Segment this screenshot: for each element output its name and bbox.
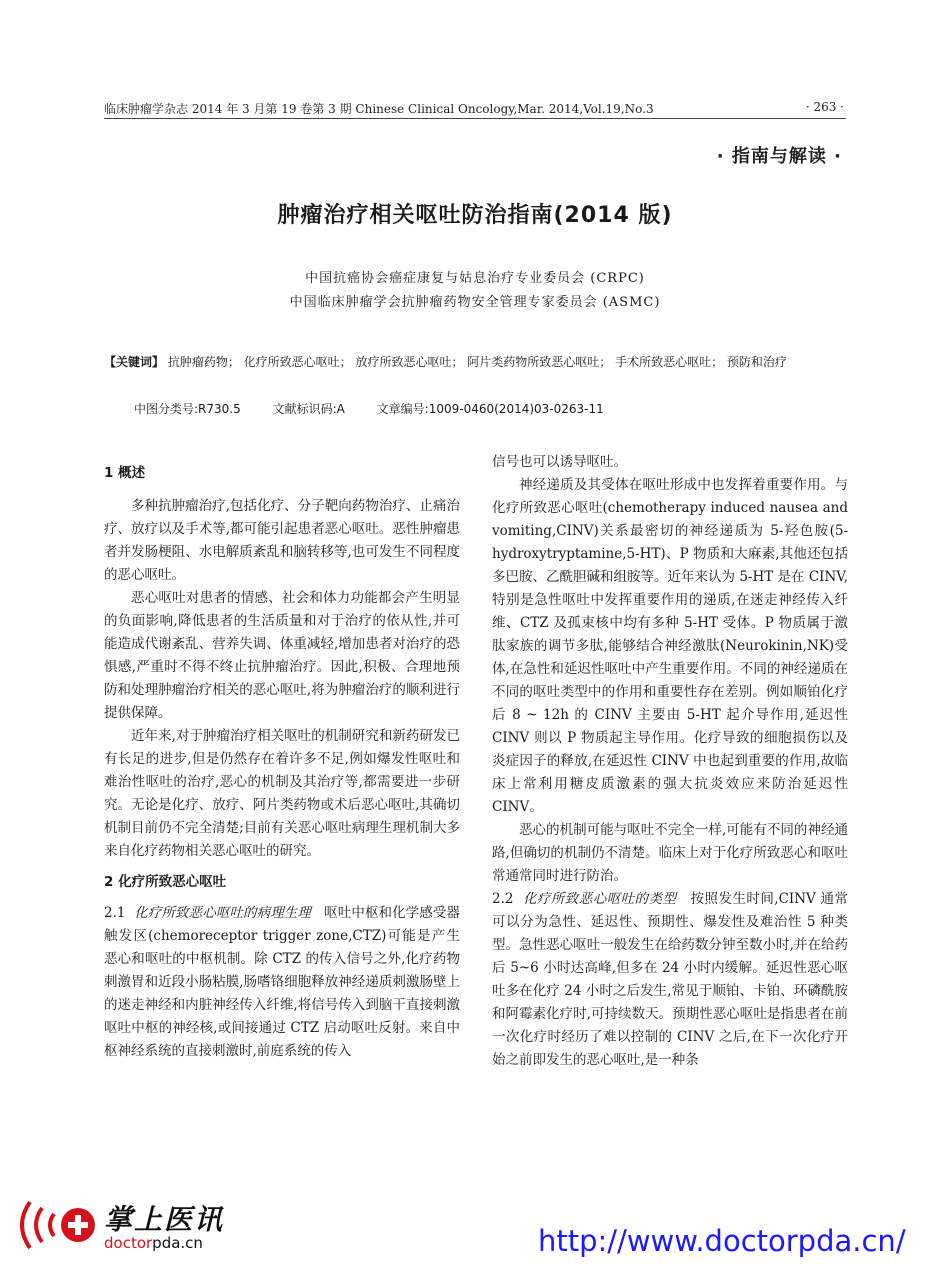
keywords-text: 抗肿瘤药物； 化疗所致恶心呕吐； 放疗所致恶心呕吐； 阿片类药物所致恶心呕吐； 手术所致恶心呕吐； 预防和治疗 bbox=[167, 355, 787, 369]
paragraph: 近年来,对于肿瘤治疗相关呕吐的机制研究和新药研发已有长足的进步,但是仍然存在着许多不足,例如爆发性呕吐和难治性呕吐的治疗,恶心的机制及其治疗等,都需要进一步研究。无论是化疗、放疗、阿片类药物或术后恶心呕吐,其确切机制目前仍不完全清楚;目前有关恶心呕吐病理生理机制大多来自化疗药物相关恶心呕吐的研究。 bbox=[104, 728, 460, 859]
paragraph: 神经递质及其受体在呕吐形成中也发挥着重要作用。与化疗所致恶心呕吐(chemotherapy induced nausea and vomiting,CINV)关系最密切的神经递质为 5-羟色胺(5-hydroxytryptamine,5-HT)、P 物质和大麻素,其他还包括多巴胺、乙酰胆碱和组胺等。近年来认为 5-HT 是在 CINV,特别是急性呕吐中发挥重要作用的递质,在迷走神经传入纤维、CTZ 及孤束核中均有多种 5-HT 受体。P 物质属于激肽家族的调节多肽,能够结合神经激肽(Neurokinin,NK)受体,在急性和延迟性呕吐中产生重要作用。不同的神经递质在不同的呕吐类型中的作用和重要性存在差别。例如顺铂化疗后 8 ~ 12h 的 CINV 主要由 5-HT 起介导作用,延迟性 CINV 则以 P 物质起主导作用。化疗导致的细胞损伤以及炎症因子的释放,在延迟性 CINV 中也起到重要的作用,故临床上常利用糖皮质激素的强大抗炎效应来防治延迟性 CINV。 bbox=[492, 477, 848, 815]
keywords bbox=[104, 352, 846, 373]
author-line-1: 中国抗癌协会癌症康复与姑息治疗专业委员会 (CRPC) bbox=[305, 271, 645, 286]
paragraph-2-2 bbox=[492, 888, 848, 1072]
paragraph: 恶心的机制可能与呕吐不完全一样,可能有不同的神经通路,但确切的机制仍不清楚。临床上对于化疗所致恶心和呕吐常通常同时进行防治。 bbox=[492, 822, 848, 884]
article-number: 文章编号:1009-0460(2014)03-0263-11 bbox=[376, 402, 604, 416]
paragraph: 信号也可以诱导呕吐。 bbox=[492, 454, 627, 470]
journal-citation: 临床肿瘤学杂志 2014 年 3 月第 19 卷第 3 期 Chinese Clinical Oncology,Mar. 2014,Vol.19,No.3 bbox=[104, 102, 654, 116]
heading-overview: 1 概述 bbox=[104, 465, 146, 481]
paragraph-text: 按照发生时间,CINV 通常可以分为急性、延迟性、预期性、爆发性及难治性 5 种类型。急性恶心呕吐一般发生在给药数分钟至数小时,并在给药后 5~6 小时达高峰,但多在 24 小时内缓解。延迟性恶心呕吐多在化疗 24 小时之后发生,常见于顺铂、卡铂、环磷酰胺和阿霉素化疗时,可持续数天。预期性恶心呕吐是指患者在前一次化疗时经历了难以控制的 CINV 之后,在下一次化疗开始之前即发生的恶心呕吐,是一种条 bbox=[492, 891, 848, 1068]
header-rule bbox=[104, 118, 846, 119]
doc-code: 文献标识码:A bbox=[272, 402, 345, 416]
subsection-number: 2.2 bbox=[492, 891, 514, 907]
logo-domain: doctorpda.cn bbox=[104, 1234, 203, 1252]
paragraph: 恶心呕吐对患者的情感、社会和体力功能都会产生明显的负面影响,降低患者的生活质量和对于治疗的依从性,并可能造成代谢紊乱、营养失调、体重减轻,增加患者对治疗的恐惧感,严重时不得不终止抗肿瘤治疗。因此,积极、合理地预防和处理肿瘤治疗相关的恶心呕吐,将为肿瘤治疗的顺利进行提供保障。 bbox=[104, 590, 460, 721]
page-number: · 263 · bbox=[805, 100, 844, 114]
watermark-url[interactable]: http://www.doctorpda.cn/ bbox=[538, 1224, 906, 1258]
logo-text: 掌上医讯 bbox=[104, 1203, 225, 1236]
subsection-title: 化疗所致恶心呕吐的类型 bbox=[522, 891, 677, 907]
classification bbox=[134, 400, 632, 417]
author-line-2: 中国临床肿瘤学会抗肿瘤药物安全管理专家委员会 (ASMC) bbox=[289, 295, 661, 310]
paragraph-2-1 bbox=[104, 902, 460, 1063]
right-column bbox=[492, 451, 848, 1072]
journal-header bbox=[104, 100, 844, 118]
section-label: · 指南与解读 · bbox=[716, 146, 842, 167]
left-column bbox=[104, 462, 460, 1063]
clc-number: 中图分类号:R730.5 bbox=[134, 402, 241, 416]
heading-cinv: 2 化疗所致恶心呕吐 bbox=[104, 874, 227, 890]
subsection-number: 2.1 bbox=[104, 905, 126, 921]
paragraph: 多种抗肿瘤治疗,包括化疗、分子靶向药物治疗、止痛治疗、放疗以及手术等,都可能引起患者恶心呕吐。恶性肿瘤患者并发肠梗阻、水电解质紊乱和脑转移等,也可发生不同程度的恶心呕吐。 bbox=[104, 498, 460, 583]
article-title: 肿瘤治疗相关呕吐防治指南(2014 版) bbox=[277, 203, 673, 228]
keywords-label: 【关键词】 bbox=[104, 355, 165, 369]
subsection-title: 化疗所致恶心呕吐的病理生理 bbox=[134, 905, 311, 921]
paragraph-text: 呕吐中枢和化学感受器触发区(chemoreceptor trigger zone,CTZ)可能是产生恶心和呕吐的中枢机制。除 CTZ 的传入信号之外,化疗药物刺激胃和近段小肠粘膜,肠嗜铬细胞释放神经递质刺激肠壁上的迷走神经和内脏神经传入纤维,将信号传入到脑干直接刺激呕吐中枢的神经核,或间接通过 CTZ 启动呕吐反射。来自中枢神经系统的直接刺激时,前庭系统的传入 bbox=[104, 905, 461, 1059]
